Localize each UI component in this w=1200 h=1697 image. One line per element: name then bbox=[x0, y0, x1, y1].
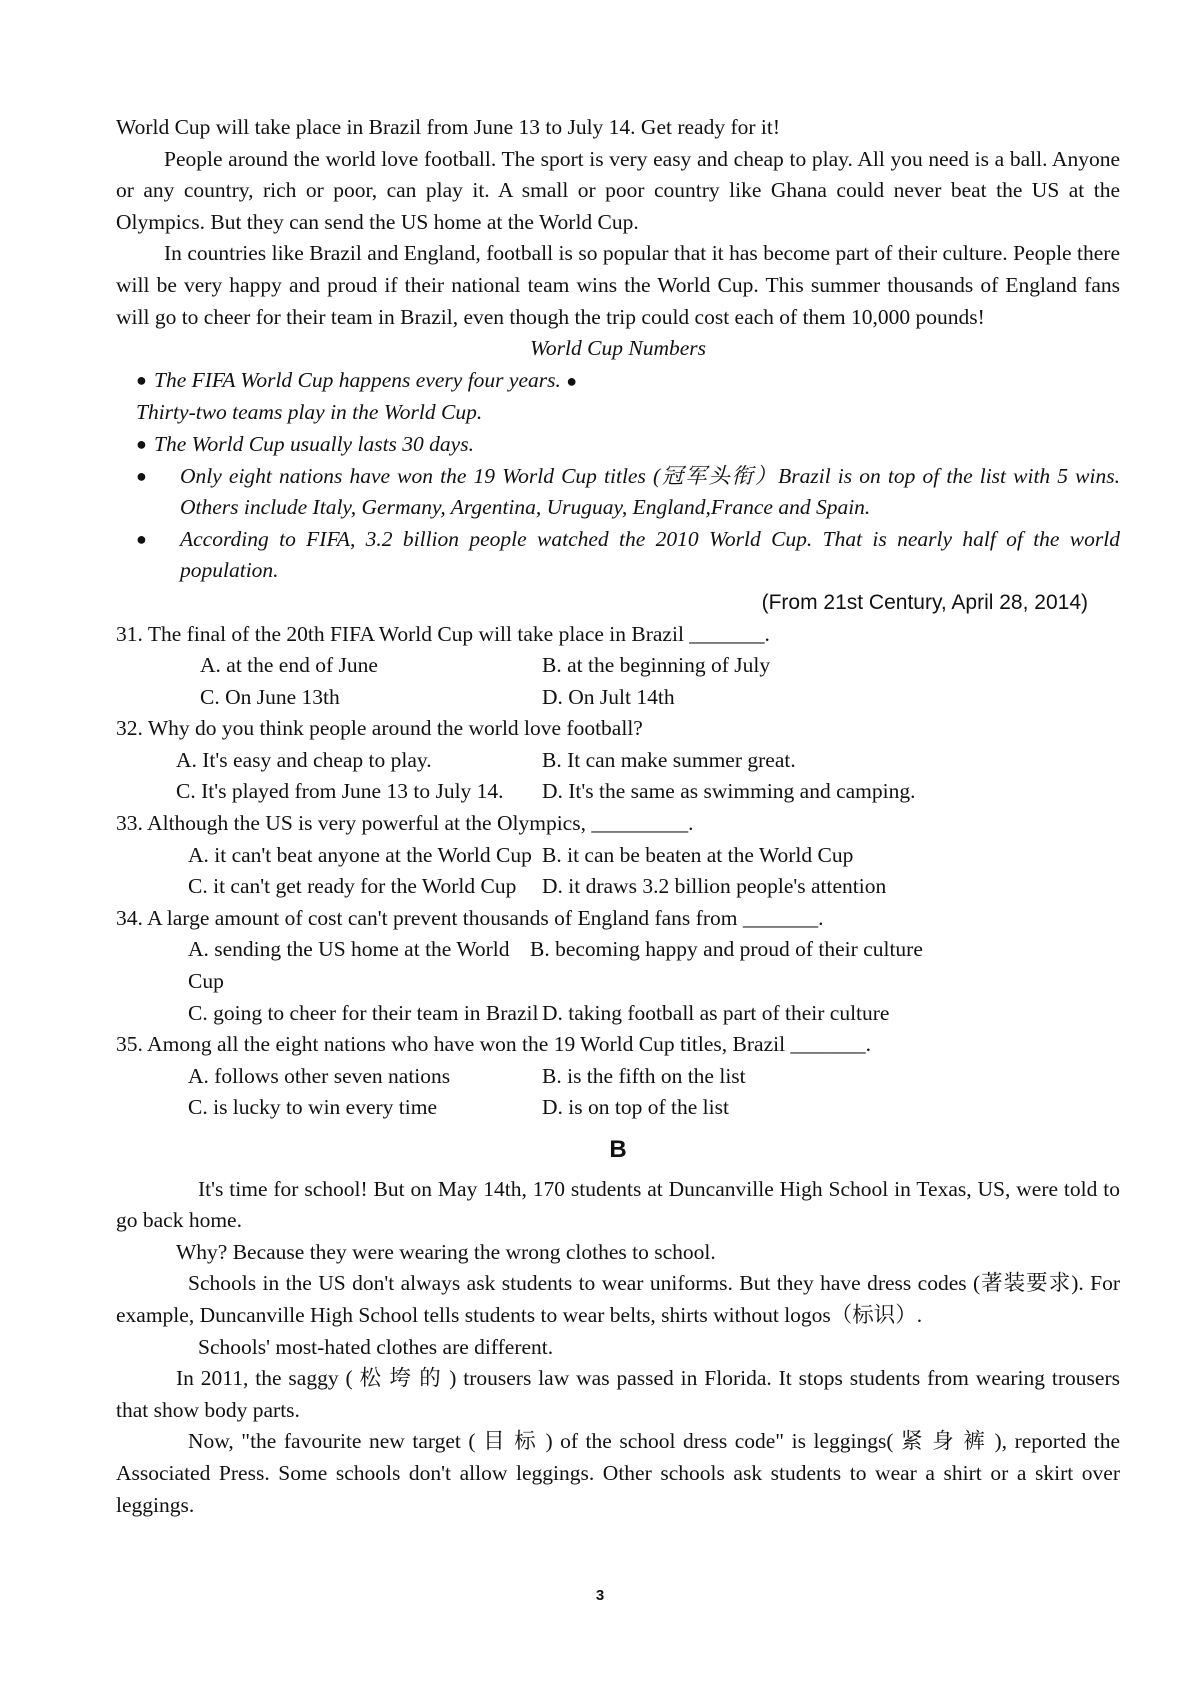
option-a: A. at the end of June bbox=[200, 653, 378, 678]
passage-b-paragraph-2: Why? Because they were wearing the wrong clothes to school. bbox=[176, 1239, 716, 1264]
option-row bbox=[116, 1061, 1120, 1093]
option-c: C. On June 13th bbox=[200, 684, 340, 709]
option-row bbox=[116, 840, 1120, 872]
fact-text: Only eight nations have won the 19 World Cup titles (冠军头衔）Brazil is on top of the list with 5 wins. Others include Italy, Germany, Argentina, Uruguay, England,France and Spain. bbox=[180, 463, 1120, 520]
fact-item-3 bbox=[116, 429, 1120, 461]
passage-b-paragraph-3: Schools in the US don't always ask students to wear uniforms. But they have dress codes (著装要求). For example, Duncanville High School tells students to wear belts, shirts without logos（标识）. bbox=[116, 1271, 1120, 1327]
option-d: D. It's the same as swimming and camping. bbox=[542, 779, 916, 804]
question-stem: 35. Among all the eight nations who have won the 19 World Cup titles, Brazil _______. bbox=[116, 1032, 872, 1057]
source-citation: (From 21st Century, April 28, 2014) bbox=[761, 590, 1088, 614]
question-stem: 33. Although the US is very powerful at the Olympics, _________. bbox=[116, 811, 694, 836]
option-row bbox=[116, 1092, 1120, 1124]
option-a: A. it can't beat anyone at the World Cup bbox=[188, 842, 532, 867]
bullet-icon: ● bbox=[566, 370, 578, 391]
option-row bbox=[116, 682, 1120, 714]
passage-b-paragraph-1: It's time for school! But on May 14th, 170 students at Duncanville High School in Texas, US, were told to go back home. bbox=[116, 1176, 1120, 1233]
passage-a-paragraph-1: People around the world love football. The sport is very easy and cheap to play. All you need is a ball. Anyone or any country, rich or poor, can play it. A small or poor country like Ghana could never beat the US at the Olympics. But they can send the US home at the World Cup. bbox=[116, 146, 1120, 234]
fact-text: The FIFA World Cup happens every four years. bbox=[154, 367, 561, 392]
passage-a-paragraph-2: In countries like Brazil and England, football is so popular that it has become part of their culture. People there will be very happy and proud if their national team wins the World Cup. This summer thousands of England fans will go to cheer for their team in Brazil, even though the trip could cost each of them 10,000 pounds! bbox=[116, 241, 1120, 329]
option-d: D. is on top of the list bbox=[542, 1095, 729, 1120]
option-d: D. it draws 3.2 billion people's attention bbox=[542, 874, 887, 899]
page-number: 3 bbox=[595, 1587, 605, 1604]
option-b: B. at the beginning of July bbox=[542, 653, 771, 678]
bullet-icon: ● bbox=[136, 433, 147, 454]
bullet-icon: ● bbox=[136, 369, 147, 390]
option-row bbox=[116, 776, 1120, 808]
bullet-icon: ● bbox=[136, 465, 147, 486]
question-stem: 34. A large amount of cost can't prevent thousands of England fans from _______. bbox=[116, 905, 824, 930]
question-32 bbox=[116, 713, 1120, 808]
question-stem: 32. Why do you think people around the world love football? bbox=[116, 716, 643, 741]
passage-b-paragraph-6: Now, "the favourite new target ( 目 标 ) of the school dress code" is leggings( 紧 身 裤 ), reported the Associated Press. Some schools don't allow leggings. Other schools ask students to wear a shirt or a skirt over leggings. bbox=[116, 1429, 1120, 1517]
fact-item-5 bbox=[116, 524, 1120, 587]
passage-b-paragraph-4: Schools' most-hated clothes are different. bbox=[198, 1334, 554, 1359]
option-b: B. becoming happy and proud of their culture bbox=[530, 937, 923, 962]
option-b: B. is the fifth on the list bbox=[542, 1063, 746, 1088]
question-stem: 31. The final of the 20th FIFA World Cup will take place in Brazil _______. bbox=[116, 621, 770, 646]
fact-text: The World Cup usually lasts 30 days. bbox=[154, 431, 474, 456]
option-a: A. sending the US home at the World Cup bbox=[188, 937, 510, 994]
option-c: C. It's played from June 13 to July 14. bbox=[176, 779, 504, 804]
option-d: D. taking football as part of their culture bbox=[542, 1000, 890, 1025]
option-row bbox=[116, 745, 1120, 777]
option-c: C. it can't get ready for the World Cup bbox=[188, 874, 517, 899]
option-row bbox=[116, 934, 1120, 997]
passage-a-paragraph-0: World Cup will take place in Brazil from June 13 to July 14. Get ready for it! bbox=[116, 115, 781, 139]
fact-box-title: World Cup Numbers bbox=[529, 336, 706, 361]
question-33 bbox=[116, 808, 1120, 903]
option-b: B. it can be beaten at the World Cup bbox=[542, 842, 854, 867]
option-row bbox=[116, 871, 1120, 903]
document-page bbox=[116, 112, 1120, 1521]
fact-text: According to FIFA, 3.2 billion people watched the 2010 World Cup. That is nearly half of the world population. bbox=[180, 526, 1120, 583]
question-35 bbox=[116, 1029, 1120, 1124]
option-row bbox=[116, 650, 1120, 682]
section-heading-b: B bbox=[609, 1136, 627, 1163]
option-d: D. On Jult 14th bbox=[542, 684, 675, 709]
option-c: C. is lucky to win every time bbox=[188, 1095, 438, 1120]
option-c: C. going to cheer for their team in Brazil bbox=[188, 1000, 539, 1025]
option-a: A. It's easy and cheap to play. bbox=[176, 747, 432, 772]
fact-item-2: Thirty-two teams play in the World Cup. bbox=[136, 400, 483, 425]
fact-item-4 bbox=[116, 461, 1120, 524]
bullet-icon: ● bbox=[136, 528, 147, 549]
passage-b-paragraph-5: In 2011, the saggy ( 松 垮 的 ) trousers law was passed in Florida. It stops students from wearing trousers that show body parts. bbox=[116, 1366, 1120, 1422]
option-b: B. It can make summer great. bbox=[542, 747, 796, 772]
question-31 bbox=[116, 619, 1120, 714]
question-34 bbox=[116, 903, 1120, 1029]
option-a: A. follows other seven nations bbox=[188, 1063, 451, 1088]
fact-item-1 bbox=[116, 365, 1120, 398]
option-row bbox=[116, 998, 1120, 1030]
